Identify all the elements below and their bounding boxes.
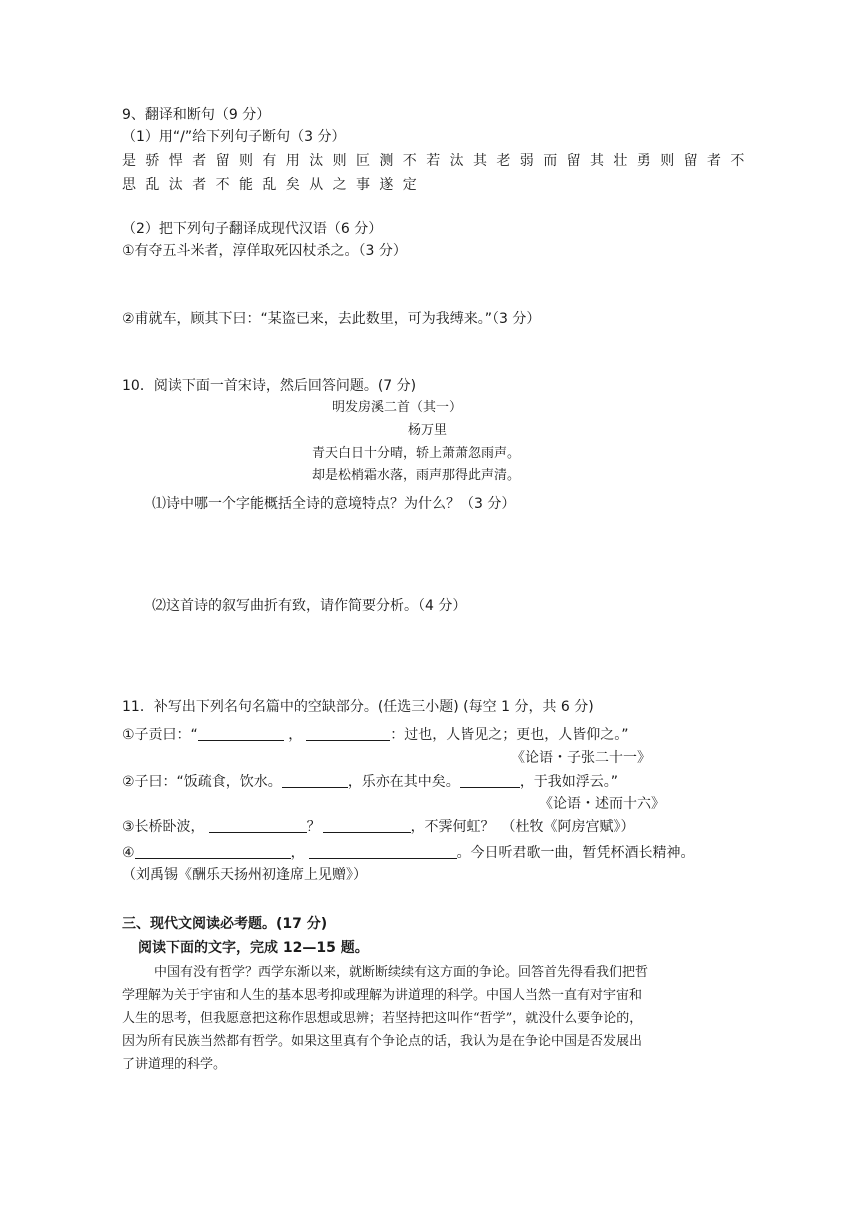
- q11-item4: [122, 843, 695, 863]
- q11-item1-sep: ，: [288, 727, 303, 743]
- q9-punctuation-line2: 思乱汰者不能乱矣从之事遂定: [122, 177, 427, 193]
- passage-line: 了讲道理的科学。: [122, 1057, 227, 1072]
- q9-translate-item1: ①有夺五斗米者，淳佯取死囚杖杀之。（3 分）: [122, 243, 407, 259]
- q10-title: 10．阅读下面一首宋诗，然后回答问题。(7 分): [122, 378, 417, 394]
- q11-item1-prefix: ①子贡曰：“: [122, 727, 198, 743]
- poem-line: 青天白日十分晴，轿上萧萧忽雨声。: [312, 446, 521, 461]
- q9-part1-title: （1）用“/”给下列句子断句（3 分）: [122, 129, 346, 145]
- poem-line: 却是松梢霜水落，雨声那得此声清。: [312, 468, 521, 483]
- fill-blank[interactable]: [209, 818, 307, 833]
- q11-title: 11．补写出下列名句名篇中的空缺部分。(任选三小题) (每空 1 分，共 6 分): [122, 699, 594, 715]
- q9-part2-title: （2）把下列句子翻译成现代汉语（6 分）: [122, 221, 383, 237]
- q11-item2-prefix: ②子曰：“饭疏食，饮水。: [122, 774, 282, 790]
- section3-instruction: 阅读下面的文字，完成 12—15 题。: [138, 940, 369, 956]
- q9-title: 9、翻译和断句（9 分）: [122, 107, 271, 123]
- q11-item4-source: （刘禹锡《酬乐天扬州初逢席上见赠》）: [122, 867, 367, 883]
- fill-blank[interactable]: [309, 844, 457, 859]
- q11-item2-mid: ，乐亦在其中矣。: [347, 774, 460, 790]
- passage-line: 人生的思考，但我愿意把这称作思想或思辨；若坚持把这叫作“哲学”，就没什么要争论的，: [122, 1011, 643, 1026]
- q11-item2-suffix: ，于我如浮云。”: [519, 774, 619, 790]
- poem-title: 明发房溪二首（其一）: [332, 400, 463, 415]
- q11-item2-source: 《论语・述而十六》: [539, 796, 665, 812]
- q11-item4-prefix: ④: [122, 845, 135, 861]
- fill-blank[interactable]: [460, 773, 520, 788]
- section3-title: 三、现代文阅读必考题。(17 分): [122, 916, 328, 932]
- q11-item3: [122, 817, 635, 837]
- q10-sub-question1: ⑴诗中哪一个字能概括全诗的意境特点？为什么？（3 分）: [152, 496, 516, 512]
- passage-line: 因为所有民族当然都有哲学。如果这里真有个争论点的话，我认为是在争论中国是否发展出: [122, 1034, 643, 1049]
- fill-blank[interactable]: [135, 844, 291, 859]
- q11-item4-sep: ，: [290, 845, 305, 861]
- q10-sub-question2: ⑵这首诗的叙写曲折有致，请作简要分析。（4 分）: [152, 598, 467, 614]
- q11-item1-suffix: ：过也，人皆见之；更也，人皆仰之。”: [390, 727, 629, 743]
- poem-author: 杨万里: [408, 423, 448, 438]
- passage-line: 中国有没有哲学？西学东渐以来，就断断续续有这方面的争论。回答首先得看我们把哲: [154, 965, 649, 980]
- q9-punctuation-line1: 是骄悍者留则有用汰则叵测不若汰其老弱而留其壮勇则留者不: [122, 153, 754, 169]
- fill-blank[interactable]: [323, 818, 411, 833]
- q11-item4-suffix: 。今日听君歌一曲，暂凭杯酒长精神。: [456, 845, 695, 861]
- q11-item3-prefix: ③长桥卧波，: [122, 819, 205, 835]
- q11-item2: [122, 772, 618, 792]
- fill-blank[interactable]: [282, 773, 348, 788]
- q11-item3-mid: ？: [306, 819, 321, 835]
- q11-item1-source: 《论语・子张二十一》: [511, 750, 651, 766]
- q11-item3-suffix: ，不霁何虹？ （杜牧《阿房宫赋》）: [410, 819, 635, 835]
- passage-line: 学理解为关于宇宙和人生的基本思考抑或理解为讲道理的科学。中国人当然一直有对宇宙和: [122, 988, 643, 1003]
- q11-item1: [122, 725, 629, 745]
- fill-blank[interactable]: [306, 726, 390, 741]
- fill-blank[interactable]: [198, 726, 284, 741]
- q9-translate-item2: ②甫就车，顾其下曰：“某盗已来，去此数里，可为我缚来。”（3 分）: [122, 311, 541, 327]
